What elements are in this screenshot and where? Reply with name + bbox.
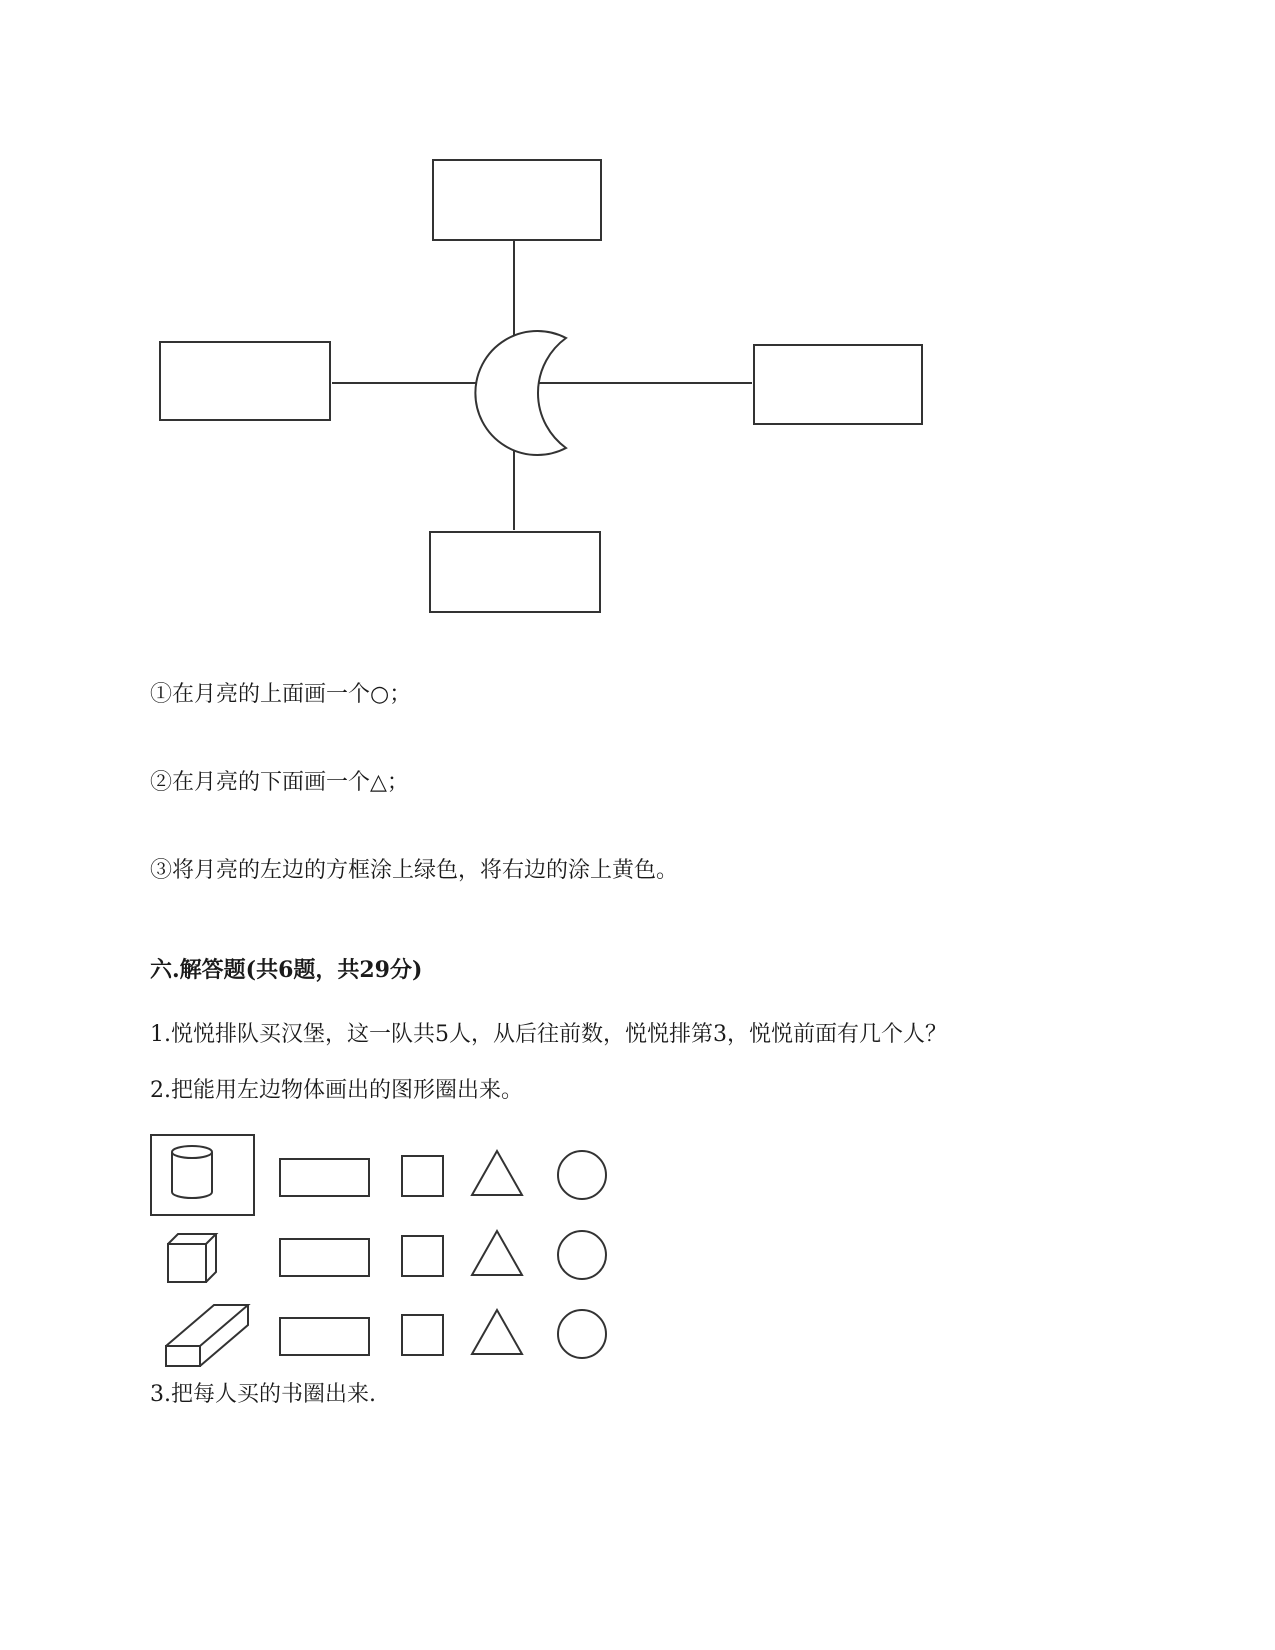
rectangle-option[interactable]: [280, 1318, 369, 1355]
circle-option[interactable]: [558, 1231, 606, 1279]
triangle-option[interactable]: [472, 1310, 522, 1354]
instruction-2: ②在月亮的下面画一个△；: [150, 770, 409, 795]
instruction-1: ①在月亮的上面画一个○；: [150, 682, 412, 707]
rectangle-option[interactable]: [280, 1239, 369, 1276]
rectangle-option[interactable]: [280, 1159, 369, 1196]
question-2: 2.把能用左边物体画出的图形圈出来。: [150, 1078, 523, 1103]
cube-icon: [168, 1234, 216, 1282]
question-3: 3.把每人买的书圈出来.: [150, 1382, 376, 1407]
triangle-option[interactable]: [472, 1151, 522, 1195]
square-option[interactable]: [402, 1236, 443, 1276]
cuboid-icon: [166, 1305, 248, 1366]
circle-option[interactable]: [558, 1310, 606, 1358]
section-title: 六.解答题(共6题，共29分): [150, 957, 423, 983]
circle-option[interactable]: [558, 1151, 606, 1199]
square-option[interactable]: [402, 1156, 443, 1196]
instruction-3: ③将月亮的左边的方框涂上绿色，将右边的涂上黄色。: [150, 858, 679, 883]
cylinder-icon: [172, 1146, 212, 1198]
square-option[interactable]: [402, 1315, 443, 1355]
triangle-option[interactable]: [472, 1231, 522, 1275]
question-1: 1.悦悦排队买汉堡，这一队共5人，从后往前数，悦悦排第3，悦悦前面有几个人？: [150, 1022, 947, 1047]
